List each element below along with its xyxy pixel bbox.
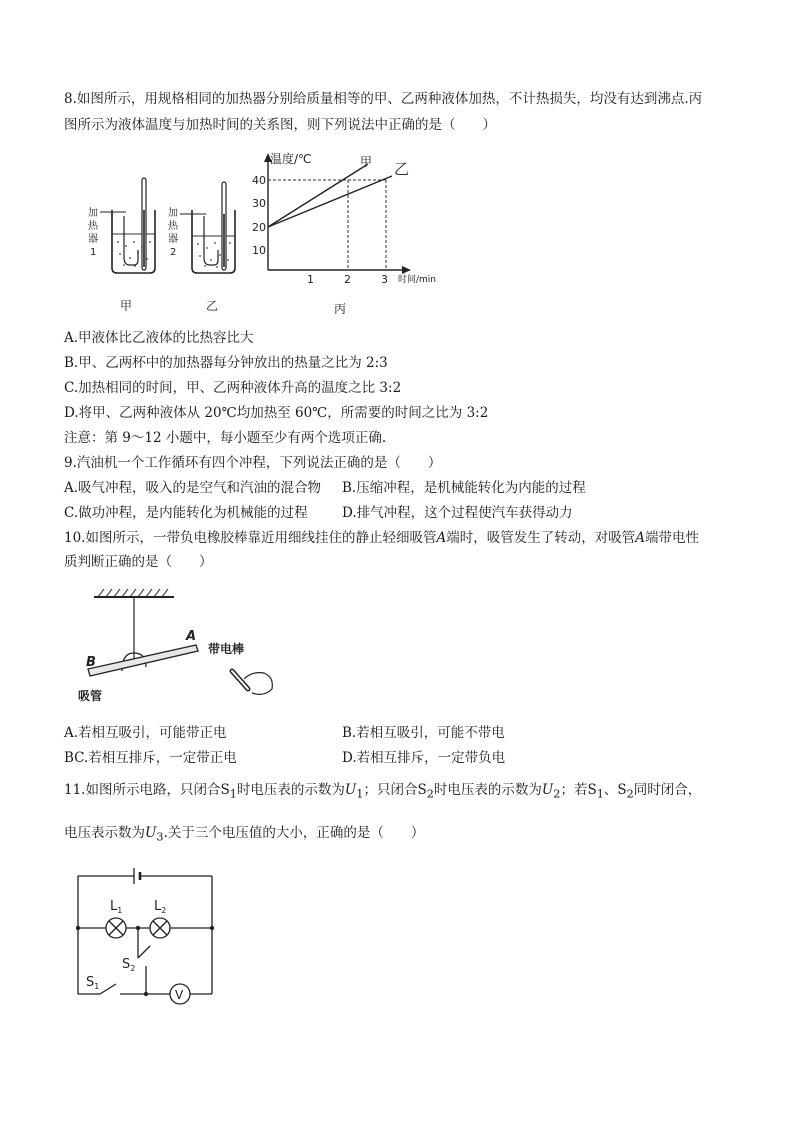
line-jia-label: 甲 (360, 155, 373, 169)
heater2-label-1: 热 (168, 221, 178, 232)
q8-graph-figure (240, 150, 440, 320)
q8-option-a: A.甲液体比乙液体的比热容比大 (64, 330, 254, 346)
ytick-10: 10 (252, 244, 266, 257)
heater1-label-1: 热 (88, 221, 98, 232)
heater1-label-2: 器 (88, 234, 98, 245)
q9-option-b: B.压缩冲程，是机械能转化为内能的过程 (342, 480, 586, 496)
q9-option-d: D.排气冲程，这个过程使汽车获得动力 (342, 505, 573, 521)
q10-option-b: B.若相互吸引，可能不带电 (342, 725, 505, 741)
lamp1-label: $L_1$ (110, 899, 123, 915)
q9-option-a: A.吸气冲程，吸入的是空气和汽油的混合物 (64, 480, 322, 496)
straw-label: 吸管 (78, 689, 103, 703)
beaker-1 (88, 178, 155, 273)
q10-option-c: BC.若相互排斥，一定带正电 (64, 750, 237, 766)
q10-stem-line2: 质判断正确的是（ ） (64, 554, 213, 570)
xtick-2: 2 (344, 273, 351, 286)
heater1-label-0: 加 (88, 208, 98, 219)
q8-stem-line2: 图所示为液体温度与加热时间的关系图，则下列说法中正确的是（ ） (64, 117, 496, 133)
q8-option-d: D.将甲、乙两种液体从 20℃均加热至 60℃，所需要的时间之比为 3:2 (64, 405, 489, 421)
q10-straw-figure (74, 585, 284, 710)
xtick-3: 3 (381, 273, 388, 286)
q10-option-a: A.若相互吸引，可能带正电 (64, 725, 227, 741)
line-yi (268, 176, 392, 227)
heater1-label-3: 1 (90, 247, 97, 258)
ytick-30: 30 (252, 197, 266, 210)
q9-option-c: C.做功冲程，是内能转化为机械能的过程 (64, 505, 308, 521)
beaker-2 (168, 182, 235, 273)
note-multi-answer: 注意：第 9～12 小题中，每小题至少有两个选项正确. (64, 430, 387, 446)
rod-label: 带电棒 (208, 642, 245, 656)
lamp2-label: $L_2$ (154, 899, 167, 915)
q11-circuit-figure (72, 862, 222, 1007)
q11-stem-line1: 11.如图所示电路，只闭合$S_1$时电压表的示数为$U_1$；只闭合$S_2$时电压表的示数为$U_2$；若$S_1$、$S_2$同时闭合， (64, 782, 702, 801)
line-yi-label: 乙 (394, 160, 410, 178)
beaker1-caption: 甲 (120, 299, 133, 313)
straw-end-b: B (86, 655, 96, 670)
q10-option-d: D.若相互排斥，一定带负电 (342, 750, 506, 766)
beaker2-caption: 乙 (206, 299, 219, 313)
q11-stem-line2: 电压表示数为$U_3$.关于三个电压值的大小，正确的是（ ） (64, 825, 425, 844)
ytick-20: 20 (252, 221, 266, 234)
heater2-label-2: 器 (168, 234, 178, 245)
switch2-label: $S_2$ (122, 957, 136, 973)
straw-end-a: A (186, 629, 197, 644)
q8-stem-line1: 8.如图所示，用规格相同的加热器分别给质量相等的甲、乙两种液体加热，不计热损失，均没有达到沸点.丙 (64, 91, 703, 107)
graph-xlabel: 时间/min (398, 275, 437, 285)
q8-option-c: C.加热相同的时间，甲、乙两种液体升高的温度之比 3:2 (64, 380, 402, 396)
q9-stem: 9.汽油机一个工作循环有四个冲程，下列说法正确的是（ ） (64, 455, 442, 471)
graph-caption: 丙 (334, 302, 347, 316)
switch1-label: $S_1$ (86, 975, 100, 991)
line-jia (268, 164, 368, 227)
voltmeter-label: V (175, 988, 184, 1002)
xtick-1: 1 (307, 273, 314, 286)
graph-ylabel: 温度/℃ (270, 152, 312, 166)
q8-option-b: B.甲、乙两杯中的加热器每分钟放出的热量之比为 2:3 (64, 355, 388, 371)
ytick-40: 40 (252, 174, 266, 187)
heater2-label-3: 2 (170, 247, 177, 258)
heater2-label-0: 加 (168, 208, 178, 219)
q10-stem-line1: 10.如图所示，一带负电橡胶棒靠近用细线挂住的静止轻细吸管A端时，吸管发生了转动，对吸管A端带电性 (64, 530, 699, 546)
